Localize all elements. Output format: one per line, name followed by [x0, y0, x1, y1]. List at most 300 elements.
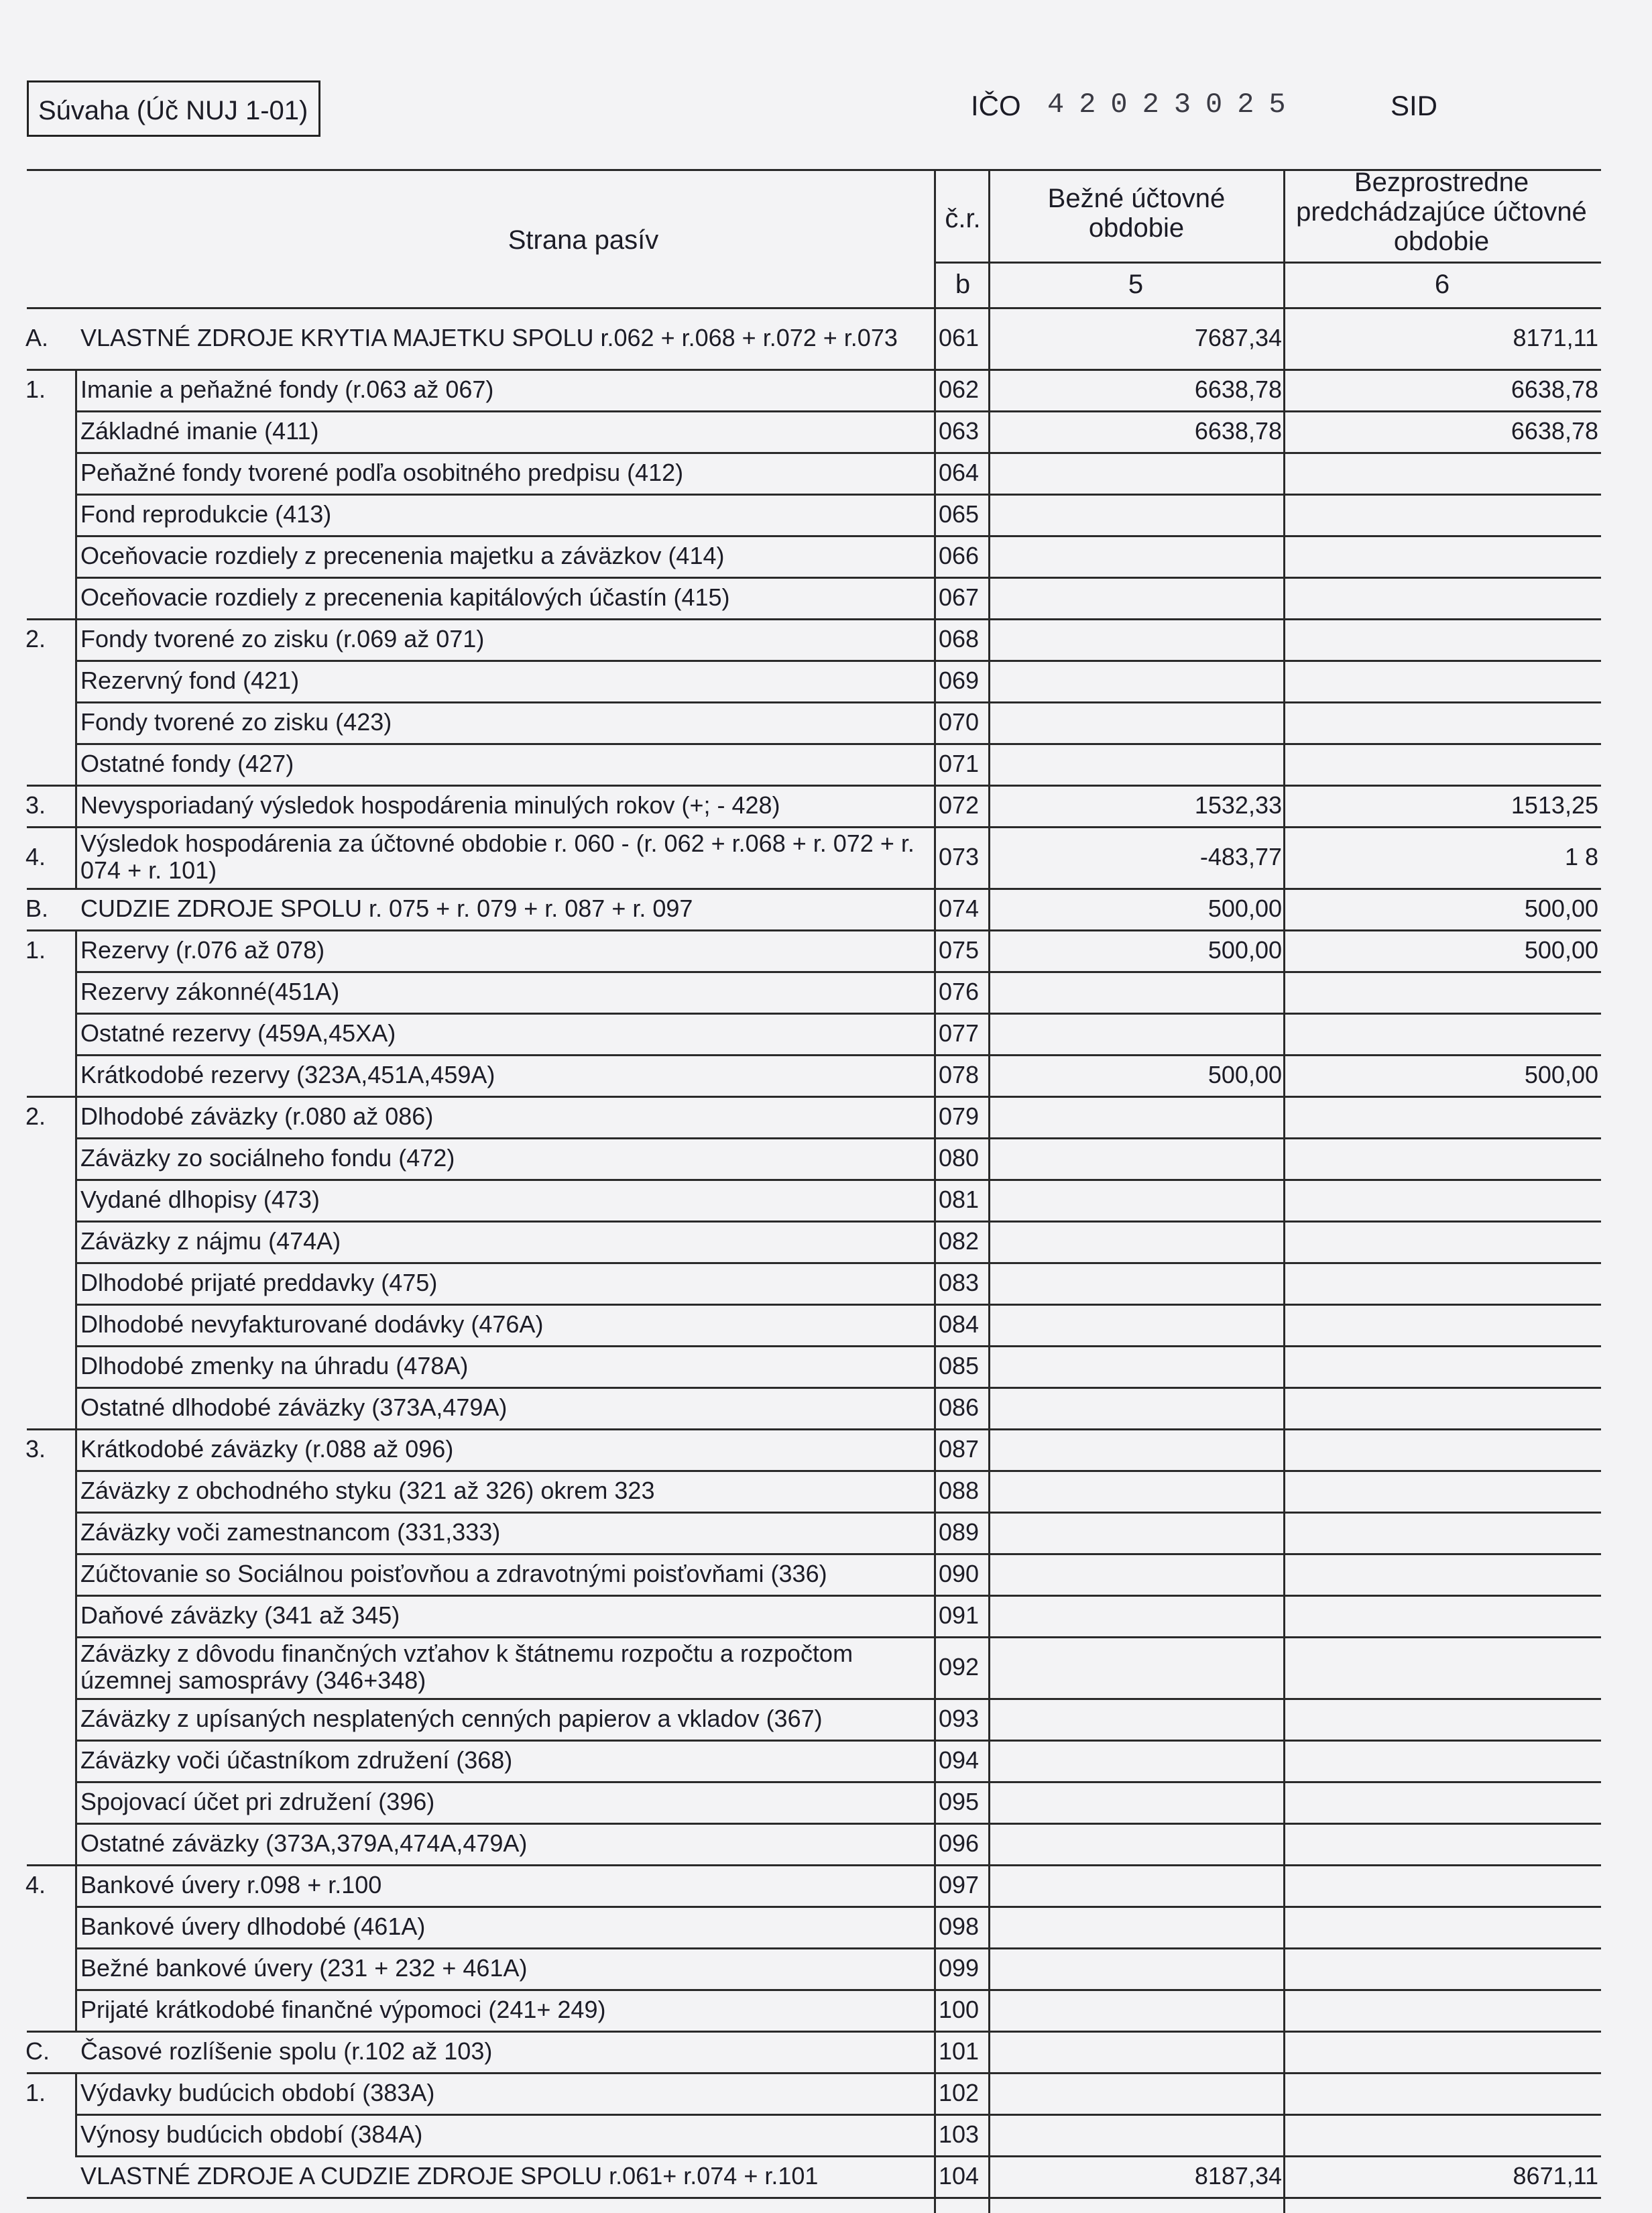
row-section-number: C. [25, 2037, 50, 2065]
label-column-rule [75, 701, 77, 743]
row-current-value [990, 1262, 1282, 1304]
label-column-rule [75, 577, 77, 618]
column-header-current-period: Bežné účtovné obdobie [1047, 184, 1226, 243]
row-current-value [990, 618, 1282, 660]
column-header-previous-period: Bezprostredne predchádzajúce účtovné obdobie [1296, 168, 1587, 256]
table-row [0, 1636, 1652, 1698]
row-code: 098 [939, 1913, 980, 1940]
table-row [0, 1096, 1652, 1137]
table-row [0, 2114, 1652, 2155]
row-current-value: 500,00 [1207, 1061, 1282, 1088]
row-section-number: 2. [25, 1102, 46, 1130]
column-title-strana-pasiv: Strana pasív [508, 225, 659, 255]
row-label: Záväzky z dôvodu finančných vzťahov k štátnemu rozpočtu a rozpočtom územnej samosprávy (346+348) [80, 1640, 853, 1694]
row-section-number [25, 743, 72, 785]
label-column-rule [75, 785, 77, 826]
label-column-rule [75, 2072, 77, 2114]
label-column-rule [75, 971, 77, 1013]
row-current-value: 7687,34 [1194, 324, 1282, 351]
row-previous-value [1286, 1823, 1598, 1864]
label-column-rule [75, 452, 77, 494]
label-column-rule [75, 1387, 77, 1428]
table-row [0, 888, 1652, 929]
row-current-value [990, 1698, 1282, 1740]
row-label: Prijaté krátkodobé finančné výpomoci (241+ 249) [80, 1996, 606, 2023]
row-code: 085 [939, 1352, 980, 1379]
row-code: 093 [939, 1705, 980, 1732]
row-section-number [25, 452, 72, 494]
row-section-number [25, 1781, 72, 1823]
row-section-number [25, 660, 72, 701]
row-section-number [25, 1989, 72, 2031]
row-code: 072 [939, 791, 980, 819]
row-current-value [990, 1470, 1282, 1512]
row-code: 061 [939, 324, 980, 351]
row-current-value [990, 1781, 1282, 1823]
row-section-number: 3. [25, 1435, 46, 1463]
label-column-rule [75, 369, 77, 410]
row-previous-value [1286, 2072, 1598, 2114]
row-label: Časové rozlíšenie spolu (r.102 až 103) [80, 2037, 493, 2065]
row-label: Oceňovacie rozdiely z precenenia kapitálových účastín (415) [80, 583, 730, 611]
row-current-value [990, 660, 1282, 701]
row-code: 102 [939, 2079, 980, 2106]
row-current-value [990, 1345, 1282, 1387]
table-row [0, 1304, 1652, 1345]
row-section-number [25, 1304, 72, 1345]
row-code: 090 [939, 1560, 980, 1587]
row-previous-value [1286, 1864, 1598, 1906]
row-label: CUDZIE ZDROJE SPOLU r. 075 + r. 079 + r. 087 + r. 097 [80, 895, 693, 922]
row-current-value [990, 494, 1282, 535]
row-label: Krátkodobé záväzky (r.088 až 096) [80, 1435, 454, 1463]
label-column-rule [75, 1781, 77, 1823]
row-label: Výnosy budúcich období (384A) [80, 2120, 423, 2148]
row-label: Bežné bankové úvery (231 + 232 + 461A) [80, 1954, 528, 1982]
row-previous-value [1286, 2114, 1598, 2155]
row-current-value [990, 2072, 1282, 2114]
row-current-value [990, 971, 1282, 1013]
ico-label: IČO [971, 90, 1021, 121]
row-previous-value [1286, 1470, 1598, 1512]
row-previous-value [1286, 1428, 1598, 1470]
row-current-value [990, 1304, 1282, 1345]
subheader-5: 5 [1128, 270, 1144, 299]
row-previous-value: 8171,11 [1513, 324, 1598, 351]
table-row [0, 1428, 1652, 1470]
row-section-number: A. [25, 324, 49, 351]
table-row [0, 307, 1652, 369]
row-code: 078 [939, 1061, 980, 1088]
row-section-number [25, 1137, 72, 1179]
row-label: Imanie a peňažné fondy (r.063 až 067) [80, 376, 494, 403]
row-previous-value [1286, 1781, 1598, 1823]
table-row [0, 701, 1652, 743]
ico-value: 42023025 [1047, 89, 1301, 121]
row-section-number [25, 1906, 72, 1947]
table-row [0, 1864, 1652, 1906]
row-label: Rezervný fond (421) [80, 667, 300, 694]
row-current-value: 1532,33 [1194, 791, 1282, 819]
row-previous-value [1286, 1096, 1598, 1137]
row-previous-value [1286, 2031, 1598, 2072]
label-column-rule [75, 660, 77, 701]
row-current-value [990, 1595, 1282, 1636]
row-current-value [990, 577, 1282, 618]
row-section-number [25, 1553, 72, 1595]
row-label: Dlhodobé záväzky (r.080 až 086) [80, 1102, 434, 1130]
label-column-rule [75, 1698, 77, 1740]
row-section-number [25, 1387, 72, 1428]
row-code: 080 [939, 1144, 980, 1172]
row-section-number [25, 1054, 72, 1096]
row-current-value [990, 1096, 1282, 1137]
row-code: 081 [939, 1186, 980, 1213]
table-row [0, 743, 1652, 785]
table-row [0, 1906, 1652, 1947]
row-current-value [990, 743, 1282, 785]
subheader-6: 6 [1434, 270, 1450, 299]
label-column-rule [75, 535, 77, 577]
row-section-number [25, 1636, 72, 1698]
row-label: Dlhodobé nevyfakturované dodávky (476A) [80, 1310, 544, 1338]
table-row [0, 1387, 1652, 1428]
row-code: 097 [939, 1871, 980, 1898]
table-row [0, 2155, 1652, 2197]
row-previous-value [1286, 971, 1598, 1013]
table-row [0, 1054, 1652, 1096]
table-row [0, 1740, 1652, 1781]
row-section-number: 4. [25, 843, 46, 870]
row-code: 101 [939, 2037, 980, 2065]
label-column-rule [75, 826, 77, 888]
row-previous-value [1286, 1698, 1598, 1740]
label-column-rule [75, 1096, 77, 1137]
row-previous-value [1286, 1179, 1598, 1221]
row-section-number [25, 2155, 72, 2197]
label-column-rule [75, 1428, 77, 1470]
row-section-number: 4. [25, 1871, 46, 1898]
row-label: Peňažné fondy tvorené podľa osobitného predpisu (412) [80, 459, 684, 486]
row-code: 070 [939, 708, 980, 736]
row-code: 082 [939, 1227, 980, 1255]
row-section-number [25, 1947, 72, 1989]
table-row [0, 2031, 1652, 2072]
row-previous-value [1286, 1740, 1598, 1781]
row-code: 068 [939, 625, 980, 652]
label-column-rule [75, 618, 77, 660]
row-current-value [990, 1947, 1282, 1989]
row-current-value [990, 1428, 1282, 1470]
row-code: 088 [939, 1477, 980, 1504]
row-label: Spojovací účet pri združení (396) [80, 1788, 435, 1815]
label-column-rule [75, 1989, 77, 2031]
table-row [0, 785, 1652, 826]
row-section-number [25, 1179, 72, 1221]
row-section-number [25, 1740, 72, 1781]
row-label: Bankové úvery dlhodobé (461A) [80, 1913, 426, 1940]
row-code: 095 [939, 1788, 980, 1815]
row-current-value [990, 1137, 1282, 1179]
row-section-number [25, 1013, 72, 1054]
table-row [0, 577, 1652, 618]
row-code: 071 [939, 750, 980, 777]
label-column-rule [75, 1740, 77, 1781]
row-current-value [990, 1553, 1282, 1595]
row-code: 064 [939, 459, 980, 486]
row-previous-value [1286, 1636, 1598, 1698]
table-row [0, 2072, 1652, 2114]
column-header-code: č.r. [945, 204, 981, 233]
row-current-value [990, 1864, 1282, 1906]
row-label: Vydané dlhopisy (473) [80, 1186, 320, 1213]
table-row [0, 1781, 1652, 1823]
label-column-rule [75, 1553, 77, 1595]
row-previous-value [1286, 1595, 1598, 1636]
row-current-value: -483,77 [1199, 843, 1282, 870]
row-section-number: 3. [25, 791, 46, 819]
row-section-number [25, 1470, 72, 1512]
form-id-box: Súvaha (Úč NUJ 1-01) [27, 80, 320, 137]
label-column-rule [75, 494, 77, 535]
row-previous-value [1286, 535, 1598, 577]
row-current-value: 8187,34 [1194, 2162, 1282, 2190]
row-label: Zúčtovanie so Sociálnou poisťovňou a zdravotnými poisťovňami (336) [80, 1560, 827, 1587]
label-column-rule [75, 1304, 77, 1345]
row-section-number [25, 535, 72, 577]
label-column-rule [75, 1221, 77, 1262]
row-code: 092 [939, 1653, 980, 1681]
row-previous-value: 500,00 [1524, 895, 1598, 922]
row-label: Fond reprodukcie (413) [80, 500, 332, 528]
table-row [0, 535, 1652, 577]
row-current-value [990, 1387, 1282, 1428]
row-divider [27, 2197, 1601, 2199]
row-section-number [25, 1823, 72, 1864]
row-code: 077 [939, 1019, 980, 1047]
row-label: Nevysporiadaný výsledok hospodárenia minulých rokov (+; - 428) [80, 791, 780, 819]
row-current-value [990, 1013, 1282, 1054]
row-code: 104 [939, 2162, 980, 2190]
table-row [0, 369, 1652, 410]
row-previous-value [1286, 701, 1598, 743]
row-label: Výsledok hospodárenia za účtovné obdobie r. 060 - (r. 062 + r.068 + r. 072 + r. 074 + r. 101) [80, 830, 914, 884]
row-current-value: 6638,78 [1194, 376, 1282, 403]
row-current-value [990, 1823, 1282, 1864]
row-previous-value: 1 8 [1564, 843, 1598, 870]
row-code: 074 [939, 895, 980, 922]
row-label: Základné imanie (411) [80, 417, 319, 445]
row-previous-value: 6638,78 [1511, 376, 1598, 403]
row-label: Záväzky z nájmu (474A) [80, 1227, 341, 1255]
row-current-value [990, 452, 1282, 494]
label-column-rule [75, 1013, 77, 1054]
row-code: 091 [939, 1601, 980, 1629]
row-section-number: 2. [25, 625, 46, 652]
row-previous-value [1286, 1304, 1598, 1345]
row-current-value [990, 1989, 1282, 2031]
header-sub-rule [934, 262, 1601, 264]
row-label: Dlhodobé zmenky na úhradu (478A) [80, 1352, 469, 1379]
row-previous-value [1286, 1906, 1598, 1947]
row-section-number: 1. [25, 936, 46, 964]
row-label: Záväzky z obchodného styku (321 až 326) okrem 323 [80, 1477, 655, 1504]
row-previous-value [1286, 660, 1598, 701]
table-row [0, 1512, 1652, 1553]
row-current-value [990, 1906, 1282, 1947]
row-previous-value [1286, 452, 1598, 494]
label-column-rule [75, 1345, 77, 1387]
label-column-rule [75, 1823, 77, 1864]
label-column-rule [75, 1137, 77, 1179]
row-section-number [25, 410, 72, 452]
row-label: Oceňovacie rozdiely z precenenia majetku a záväzkov (414) [80, 542, 725, 569]
row-label: Fondy tvorené zo zisku (423) [80, 708, 392, 736]
row-code: 096 [939, 1829, 980, 1857]
table-row [0, 1013, 1652, 1054]
row-current-value [990, 701, 1282, 743]
row-label: Ostatné fondy (427) [80, 750, 294, 777]
label-column-rule [75, 1595, 77, 1636]
row-current-value [990, 1221, 1282, 1262]
row-code: 073 [939, 843, 980, 870]
sid-label: SID [1391, 90, 1438, 121]
table-row [0, 410, 1652, 452]
row-label: Fondy tvorené zo zisku (r.069 až 071) [80, 625, 485, 652]
row-section-number [25, 577, 72, 618]
row-label: Ostatné rezervy (459A,45XA) [80, 1019, 396, 1047]
row-label: Záväzky voči zamestnancom (331,333) [80, 1518, 501, 1546]
row-label: Krátkodobé rezervy (323A,451A,459A) [80, 1061, 495, 1088]
label-column-rule [75, 1262, 77, 1304]
row-section-number: 1. [25, 2079, 46, 2106]
row-code: 065 [939, 500, 980, 528]
row-label: Ostatné dlhodobé záväzky (373A,479A) [80, 1394, 508, 1421]
label-column-rule [75, 743, 77, 785]
table-row [0, 1179, 1652, 1221]
row-previous-value [1286, 1512, 1598, 1553]
label-column-rule [75, 2114, 77, 2155]
row-code: 087 [939, 1435, 980, 1463]
row-section-number [25, 1345, 72, 1387]
table-row [0, 660, 1652, 701]
label-column-rule [75, 1906, 77, 1947]
row-current-value [990, 1636, 1282, 1698]
row-label: Záväzky voči účastníkom združení (368) [80, 1746, 513, 1774]
row-code: 084 [939, 1310, 980, 1338]
label-column-rule [75, 1179, 77, 1221]
label-column-rule [75, 1054, 77, 1096]
row-section-number: B. [25, 895, 49, 922]
row-code: 094 [939, 1746, 980, 1774]
row-previous-value: 500,00 [1524, 936, 1598, 964]
table-row [0, 1345, 1652, 1387]
row-current-value [990, 2031, 1282, 2072]
table-row [0, 1137, 1652, 1179]
row-section-number [25, 701, 72, 743]
label-column-rule [75, 1470, 77, 1512]
label-column-rule [75, 410, 77, 452]
row-code: 086 [939, 1394, 980, 1421]
row-current-value [990, 1740, 1282, 1781]
table-row [0, 1989, 1652, 2031]
table-row [0, 1823, 1652, 1864]
row-section-number: 1. [25, 376, 46, 403]
row-section-number [25, 1512, 72, 1553]
header-bottom-rule [27, 307, 1601, 309]
label-column-rule [75, 929, 77, 971]
table-row [0, 618, 1652, 660]
table-row [0, 1470, 1652, 1512]
row-current-value: 500,00 [1207, 895, 1282, 922]
row-section-number [25, 494, 72, 535]
row-section-number [25, 1262, 72, 1304]
label-column-rule [75, 1947, 77, 1989]
row-section-number [25, 1698, 72, 1740]
row-previous-value [1286, 743, 1598, 785]
row-previous-value [1286, 577, 1598, 618]
row-previous-value [1286, 1345, 1598, 1387]
row-previous-value [1286, 1553, 1598, 1595]
row-code: 063 [939, 417, 980, 445]
row-previous-value: 6638,78 [1511, 417, 1598, 445]
row-previous-value [1286, 1989, 1598, 2031]
row-code: 062 [939, 376, 980, 403]
table-row [0, 494, 1652, 535]
row-label: Záväzky zo sociálneho fondu (472) [80, 1144, 455, 1172]
row-code: 100 [939, 1996, 980, 2023]
row-previous-value: 500,00 [1524, 1061, 1598, 1088]
row-label: Rezervy zákonné(451A) [80, 978, 340, 1005]
row-current-value: 6638,78 [1194, 417, 1282, 445]
row-label: Záväzky z upísaných nesplatených cenných papierov a vkladov (367) [80, 1705, 823, 1732]
row-code: 079 [939, 1102, 980, 1130]
row-previous-value [1286, 1013, 1598, 1054]
row-section-number [25, 2114, 72, 2155]
row-code: 089 [939, 1518, 980, 1546]
row-code: 076 [939, 978, 980, 1005]
row-code: 066 [939, 542, 980, 569]
table-row [0, 1947, 1652, 1989]
row-previous-value: 8671,11 [1513, 2162, 1598, 2190]
row-previous-value [1286, 1387, 1598, 1428]
table-row [0, 826, 1652, 888]
table-row [0, 1262, 1652, 1304]
row-label: VLASTNÉ ZDROJE A CUDZIE ZDROJE SPOLU r.061+ r.074 + r.101 [80, 2162, 819, 2190]
table-row [0, 452, 1652, 494]
row-code: 067 [939, 583, 980, 611]
row-section-number [25, 1595, 72, 1636]
label-column-rule [75, 1864, 77, 1906]
row-code: 103 [939, 2120, 980, 2148]
row-previous-value: 1513,25 [1511, 791, 1598, 819]
row-label: Bankové úvery r.098 + r.100 [80, 1871, 382, 1898]
row-code: 075 [939, 936, 980, 964]
row-previous-value [1286, 1947, 1598, 1989]
table-row [0, 929, 1652, 971]
row-label: Daňové záväzky (341 až 345) [80, 1601, 400, 1629]
label-column-rule [75, 1512, 77, 1553]
row-previous-value [1286, 618, 1598, 660]
row-label: Dlhodobé prijaté preddavky (475) [80, 1269, 438, 1296]
row-label: Rezervy (r.076 až 078) [80, 936, 325, 964]
subheader-b: b [955, 270, 971, 299]
row-previous-value [1286, 1262, 1598, 1304]
label-column-rule [75, 1636, 77, 1698]
row-code: 069 [939, 667, 980, 694]
row-label: Výdavky budúcich období (383A) [80, 2079, 435, 2106]
table-row [0, 1698, 1652, 1740]
